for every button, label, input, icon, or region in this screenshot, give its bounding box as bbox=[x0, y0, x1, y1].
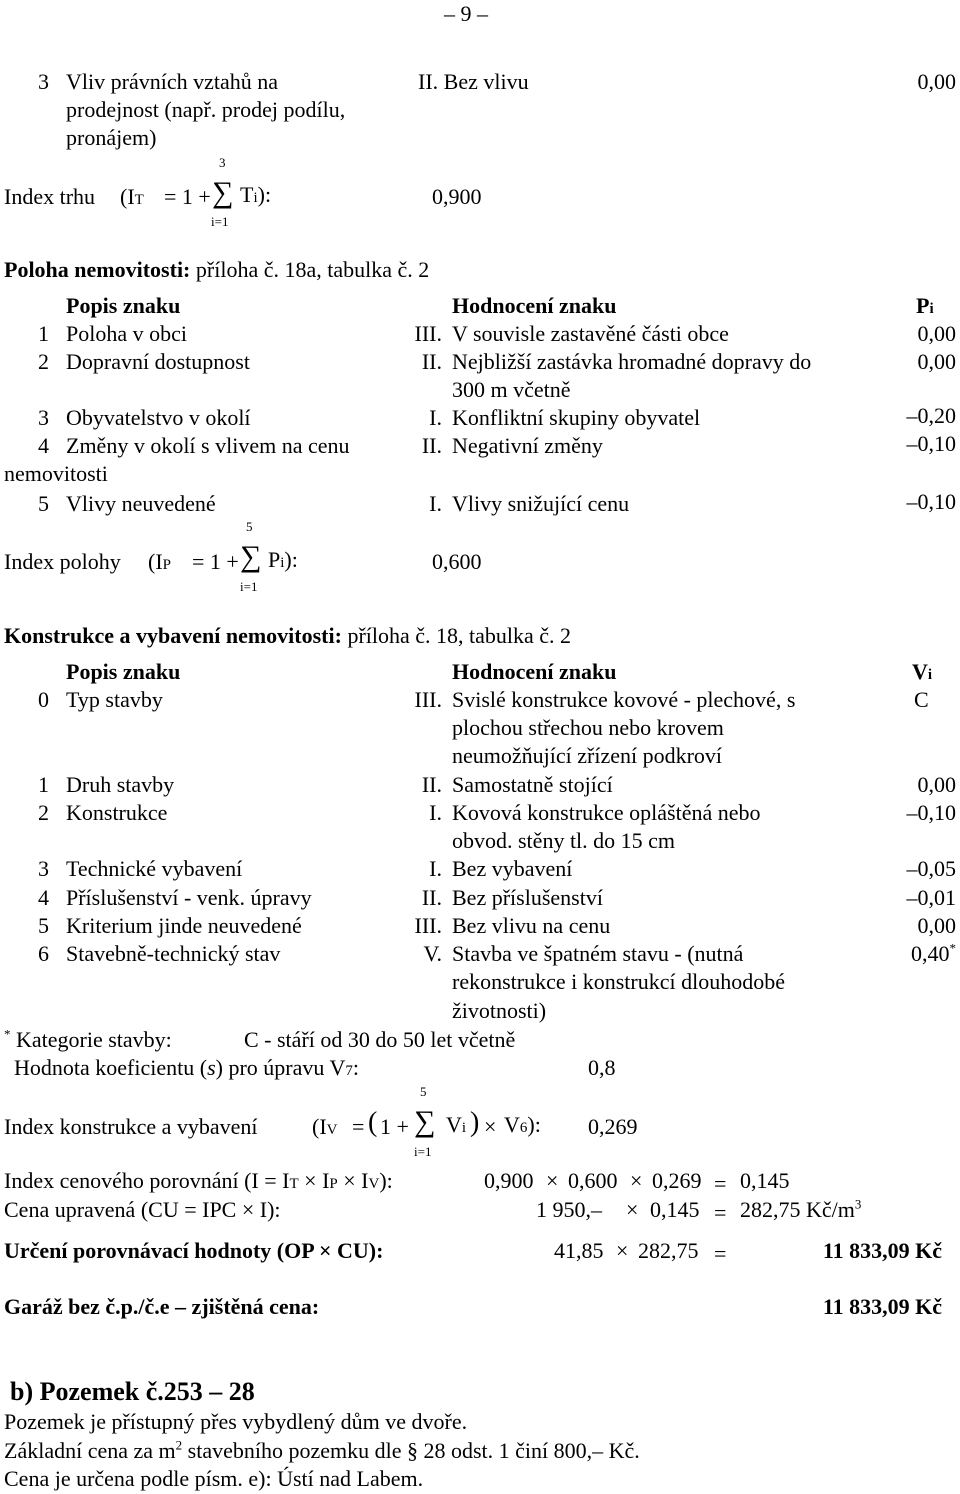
formula-open: (IV bbox=[312, 1114, 338, 1139]
row-roman: III. bbox=[414, 687, 442, 712]
footnote-mark: * bbox=[949, 940, 956, 956]
formula-one-plus: 1 + bbox=[380, 1114, 409, 1139]
row-hodnoceni-line: životnosti) bbox=[452, 998, 547, 1023]
row-roman: I. bbox=[429, 405, 442, 430]
formula-open: (IT bbox=[120, 184, 144, 209]
row-value: 0,00 bbox=[917, 321, 956, 346]
koeficient-label: Hodnota koeficientu (s) pro úpravu V7: bbox=[14, 1055, 359, 1080]
row-popis: Druh stavby bbox=[66, 772, 175, 797]
row-hodnoceni: Nejbližší zastávka hromadné dopravy do bbox=[452, 349, 812, 374]
col-popis-header: Popis znaku bbox=[66, 659, 181, 684]
times-icon: × bbox=[616, 1238, 629, 1263]
formula-label: Index trhu bbox=[4, 184, 96, 209]
equals-sign: = bbox=[714, 1200, 727, 1225]
formula-label: Index konstrukce a vybavení bbox=[4, 1114, 258, 1139]
row-hodnoceni-line: Bez vybavení bbox=[452, 856, 573, 881]
row-value: 0,00 bbox=[917, 913, 956, 938]
row-hodnoceni: II. Bez vlivu bbox=[418, 69, 529, 94]
row-hodnoceni: Negativní změny bbox=[452, 433, 603, 458]
sum-sign-icon: ∑ bbox=[414, 1105, 436, 1138]
row-hodnoceni-line: obvod. stěny tl. do 15 cm bbox=[452, 828, 676, 853]
formula-term: Ti): bbox=[240, 182, 272, 207]
row-hodnoceni-line: Svislé konstrukce kovové - plechové, s bbox=[452, 687, 796, 712]
sum-upper-limit: 3 bbox=[219, 155, 226, 170]
row-popis-line: pronájem) bbox=[66, 125, 157, 150]
row-popis-line: nemovitosti bbox=[4, 461, 108, 486]
result: 282,75 $Kč/m^3$ bbox=[740, 1196, 862, 1222]
pozemek-line-3: Cena je určena podle písm. e): Ústí nad Labem. bbox=[4, 1466, 424, 1491]
equals-sign: = bbox=[714, 1241, 727, 1266]
row-number: 1 bbox=[38, 772, 49, 797]
row-number: 0 bbox=[38, 687, 49, 712]
row-roman: III. bbox=[414, 913, 442, 938]
pozemek-line-1: Pozemek je přístupný přes vybydlený dům ve dvoře. bbox=[4, 1409, 468, 1434]
formula-term: Vi bbox=[446, 1112, 467, 1137]
formula-eq: = 1 + bbox=[164, 184, 211, 209]
times-icon: × bbox=[484, 1114, 497, 1139]
row-number: 5 bbox=[38, 491, 49, 516]
row-hodnoceni-line: Kovová konstrukce opláštěná nebo bbox=[452, 800, 761, 825]
row-popis: Dopravní dostupnost bbox=[66, 349, 250, 374]
formula-eq: = bbox=[352, 1114, 365, 1139]
col-v-header: Vi bbox=[912, 659, 933, 684]
sum-sign-icon: ∑ bbox=[240, 540, 262, 573]
row-roman: II. bbox=[421, 433, 442, 458]
row-roman: I. bbox=[429, 491, 442, 516]
sum-lower-limit: i=1 bbox=[211, 214, 229, 229]
row-hodnoceni-line: Bez vlivu na cenu bbox=[452, 913, 611, 938]
row-roman: V. bbox=[423, 941, 442, 966]
row-popis-line: Vliv právních vztahů na bbox=[66, 69, 278, 94]
row-number: 2 bbox=[38, 349, 49, 374]
sum-sign-icon: ∑ bbox=[212, 176, 234, 209]
row-hodnoceni-line: Stavba ve špatném stavu - (nutná bbox=[452, 941, 744, 966]
row-hodnoceni-line: 300 m včetně bbox=[452, 377, 571, 402]
footnote-category: * Kategorie stavby: bbox=[4, 1026, 172, 1052]
formula-label: Index polohy bbox=[4, 549, 121, 574]
formula-value: 0,900 bbox=[432, 184, 482, 209]
row-popis: Změny v okolí s vlivem na cenu bbox=[66, 433, 350, 458]
row-number: 2 bbox=[38, 800, 49, 825]
row-hodnoceni-line: Bez příslušenství bbox=[452, 885, 603, 910]
row-hodnoceni-line: Samostatně stojící bbox=[452, 772, 613, 797]
row-value: 0,00 bbox=[917, 69, 956, 94]
row-roman: II. bbox=[421, 349, 442, 374]
formula-label: Index cenového porovnání (I = IT × IP × IV): bbox=[4, 1168, 393, 1193]
formula-paren-open: ( bbox=[368, 1107, 378, 1138]
sum-lower-limit: i=1 bbox=[414, 1144, 432, 1159]
row-number: 1 bbox=[38, 321, 49, 346]
sum-lower-limit: i=1 bbox=[240, 579, 258, 594]
pozemek-line-2: Základní cena za $m^2$ stavebního pozemku dle § 28 odst. 1 činí 800,– Kč. bbox=[4, 1437, 640, 1463]
value-2: 0,145 bbox=[650, 1197, 700, 1222]
formula-value: 0,269 bbox=[588, 1114, 638, 1139]
row-number: 4 bbox=[38, 433, 49, 458]
row-value: –0,01 bbox=[906, 885, 956, 910]
result: 11 833,09 Kč bbox=[822, 1238, 942, 1263]
equals-sign: = bbox=[714, 1171, 727, 1196]
formula-term: Pi): bbox=[268, 547, 298, 572]
konstrukce-heading: Konstrukce a vybavení nemovitosti: příloha č. 18, tabulka č. 2 bbox=[4, 623, 572, 648]
row-popis: Konstrukce bbox=[66, 800, 168, 825]
row-number: 4 bbox=[38, 885, 49, 910]
col-hodnoceni-header: Hodnocení znaku bbox=[452, 659, 617, 684]
formula-term2: V6): bbox=[504, 1112, 541, 1137]
row-value: –0,05 bbox=[906, 856, 956, 881]
pozemek-heading: b) Pozemek č.253 – 28 bbox=[10, 1377, 255, 1406]
row-roman: I. bbox=[429, 800, 442, 825]
formula-open: (IP bbox=[148, 549, 171, 574]
row-hodnoceni-line: neumožňující zřízení podkroví bbox=[452, 743, 723, 768]
row-value: 0,00 bbox=[917, 349, 956, 374]
row-roman: II. bbox=[421, 772, 442, 797]
col-popis-header: Popis znaku bbox=[66, 293, 181, 318]
row-number: 5 bbox=[38, 913, 49, 938]
koeficient-value: 0,8 bbox=[588, 1055, 616, 1080]
value-1: 0,900 bbox=[484, 1168, 534, 1193]
row-value: C bbox=[914, 687, 929, 712]
sum-upper-limit: 5 bbox=[420, 1084, 427, 1099]
row-value: –0,10 bbox=[906, 489, 956, 514]
row-number: 3 bbox=[38, 69, 49, 94]
times-icon: × bbox=[546, 1168, 559, 1193]
row-popis: Typ stavby bbox=[66, 687, 163, 712]
row-number: 6 bbox=[38, 941, 49, 966]
times-icon: × bbox=[630, 1168, 643, 1193]
value-1: 1 950,– bbox=[536, 1197, 602, 1222]
sum-upper-limit: 5 bbox=[246, 519, 253, 534]
row-roman: III. bbox=[414, 321, 442, 346]
row-value: –0,20 bbox=[906, 403, 956, 428]
row-roman: II. bbox=[421, 885, 442, 910]
row-hodnoceni-line: plochou střechou nebo krovem bbox=[452, 715, 724, 740]
page-number: – 9 – bbox=[444, 1, 488, 26]
row-popis: Stavebně-technický stav bbox=[66, 941, 281, 966]
row-hodnoceni: Konfliktní skupiny obyvatel bbox=[452, 405, 701, 430]
row-value: 0,40* bbox=[911, 940, 956, 966]
row-popis: Příslušenství - venk. úpravy bbox=[66, 885, 312, 910]
formula-label: Určení porovnávací hodnoty (OP × CU): bbox=[4, 1238, 384, 1263]
col-hodnoceni-header: Hodnocení znaku bbox=[452, 293, 617, 318]
row-popis: Poloha v obci bbox=[66, 321, 187, 346]
col-p-header: Pi bbox=[916, 293, 934, 318]
row-roman: I. bbox=[429, 856, 442, 881]
result: 0,145 bbox=[740, 1168, 790, 1193]
value-2: 282,75 bbox=[638, 1238, 699, 1263]
times-icon: × bbox=[626, 1197, 639, 1222]
value-2: 0,600 bbox=[568, 1168, 618, 1193]
footnote-category-value: C - stáří od 30 do 50 let včetně bbox=[244, 1027, 516, 1052]
row-value: –0,10 bbox=[906, 800, 956, 825]
poloha-heading: Poloha nemovitosti: příloha č. 18a, tabulka č. 2 bbox=[4, 257, 430, 282]
row-number: 3 bbox=[38, 856, 49, 881]
row-value: 0,00 bbox=[917, 772, 956, 797]
row-value: –0,10 bbox=[906, 431, 956, 456]
row-hodnoceni: Vlivy snižující cenu bbox=[452, 491, 630, 516]
value-3: 0,269 bbox=[652, 1168, 702, 1193]
row-hodnoceni: V souvisle zastavěné části obce bbox=[452, 321, 729, 346]
row-popis-line: prodejnost (např. prodej podílu, bbox=[66, 97, 346, 122]
row-hodnoceni-line: rekonstrukce i konstrukcí dlouhodobé bbox=[452, 969, 785, 994]
row-number: 3 bbox=[38, 405, 49, 430]
formula-value: 0,600 bbox=[432, 549, 482, 574]
formula-eq: = 1 + bbox=[192, 549, 239, 574]
value-1: 41,85 bbox=[554, 1238, 604, 1263]
formula-label: Cena upravená (CU = IPC × I): bbox=[4, 1197, 281, 1222]
row-popis: Obyvatelstvo v okolí bbox=[66, 405, 251, 430]
formula-paren-close: ) bbox=[470, 1107, 480, 1138]
row-popis: Technické vybavení bbox=[66, 856, 243, 881]
row-popis: Kriterium jinde neuvedené bbox=[66, 913, 302, 938]
garaz-label: Garáž bez č.p./č.e – zjištěná cena: bbox=[4, 1294, 320, 1319]
row-popis: Vlivy neuvedené bbox=[66, 491, 216, 516]
garaz-result: 11 833,09 Kč bbox=[822, 1294, 942, 1319]
